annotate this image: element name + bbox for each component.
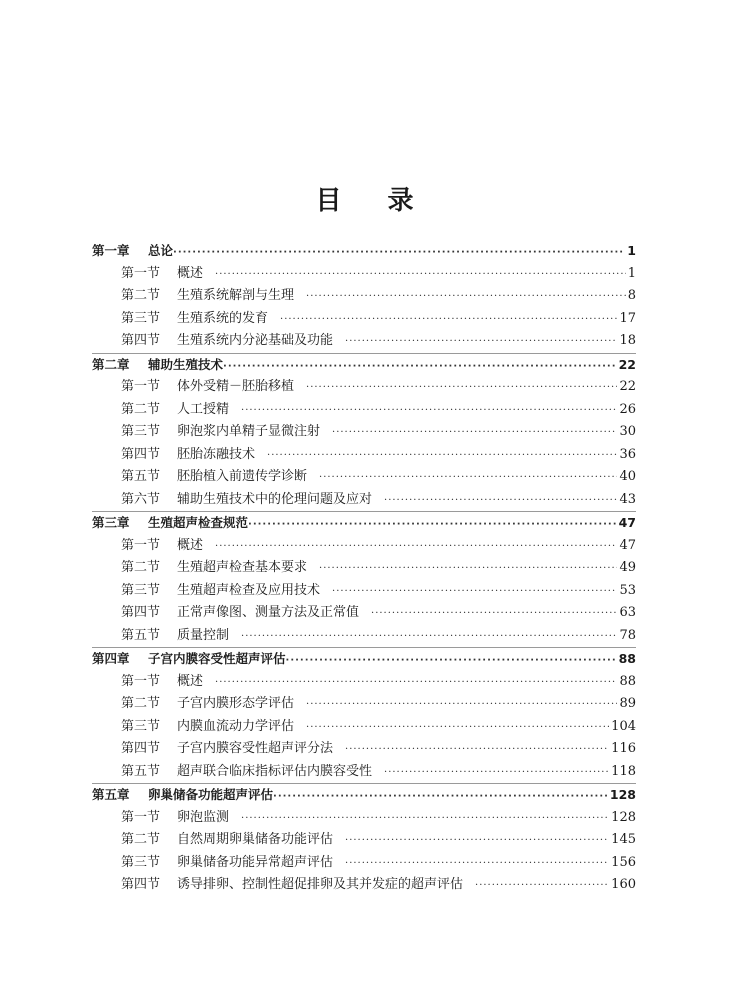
section-page: 128	[611, 809, 636, 825]
dot-leader	[306, 286, 626, 309]
chapter-row[interactable]	[92, 784, 636, 807]
section-row[interactable]	[92, 693, 636, 716]
section-title: 生殖系统解剖与生理	[177, 288, 295, 303]
dot-leader	[371, 603, 617, 626]
section-number: 第二节	[121, 560, 161, 575]
section-number: 第五节	[121, 627, 161, 643]
dot-leader	[286, 650, 617, 673]
section-number: 第三节	[121, 582, 161, 598]
section-row[interactable]	[92, 761, 636, 784]
page-title	[0, 180, 729, 217]
section-row[interactable]	[92, 535, 636, 558]
section-page: 53	[619, 582, 636, 598]
section-number: 第五节	[121, 763, 161, 779]
dot-leader	[267, 445, 617, 468]
dot-leader	[280, 309, 617, 332]
section-title: 正常声像图、测量方法及正常值	[177, 605, 360, 620]
dot-leader	[173, 242, 625, 265]
dot-leader	[248, 514, 617, 537]
section-page: 36	[619, 446, 636, 462]
title-char: 目	[315, 186, 342, 216]
section-row[interactable]	[92, 852, 636, 875]
dot-leader	[306, 694, 617, 717]
dot-leader	[241, 400, 617, 423]
chapter-block	[92, 353, 636, 512]
section-row[interactable]	[92, 716, 636, 739]
section-title: 诱导排卵、控制性超促排卵及其并发症的超声评估	[177, 877, 464, 892]
section-number: 第四节	[121, 605, 161, 620]
section-row[interactable]	[92, 580, 636, 603]
section-row[interactable]	[92, 376, 636, 399]
section-row[interactable]	[92, 807, 636, 830]
chapter-row[interactable]	[92, 354, 636, 377]
dot-leader	[345, 739, 609, 762]
section-page: 145	[611, 832, 636, 847]
section-number: 第四节	[121, 333, 161, 348]
section-title: 概述	[177, 673, 204, 689]
section-number: 第二节	[121, 401, 161, 417]
section-title: 辅助生殖技术中的伦理问题及应对	[177, 491, 373, 507]
section-page: 1	[627, 265, 636, 281]
dot-leader	[332, 581, 617, 604]
section-page: 89	[619, 696, 636, 711]
section-number: 第五节	[121, 469, 161, 484]
chapter-block	[92, 240, 636, 353]
dot-leader	[384, 490, 617, 513]
chapter-row[interactable]	[92, 648, 636, 671]
section-page: 78	[619, 627, 636, 643]
section-number: 第三节	[121, 854, 161, 870]
section-row[interactable]	[92, 308, 636, 331]
chapter-title: 子宫内膜容受性超声评估	[148, 651, 286, 666]
section-page: 8	[627, 288, 636, 303]
section-page: 88	[619, 673, 636, 689]
section-number: 第一节	[121, 379, 161, 394]
section-number: 第二节	[121, 696, 161, 711]
section-page: 47	[619, 537, 636, 553]
dot-leader	[215, 672, 617, 695]
section-page: 63	[619, 605, 636, 620]
chapter-block	[92, 647, 636, 783]
chapter-number: 第三章	[92, 515, 130, 530]
section-page: 30	[619, 424, 636, 439]
section-row[interactable]	[92, 671, 636, 694]
dot-leader	[273, 786, 608, 809]
section-page: 18	[619, 333, 636, 348]
section-title: 自然周期卵巢储备功能评估	[177, 832, 334, 847]
dot-leader	[223, 356, 617, 379]
section-title: 质量控制	[177, 627, 230, 643]
table-of-contents	[92, 240, 636, 897]
section-number: 第三节	[121, 424, 161, 439]
section-title: 概述	[177, 537, 204, 553]
dot-leader	[345, 830, 609, 853]
section-number: 第三节	[121, 310, 161, 326]
chapter-number: 第五章	[92, 787, 130, 802]
section-title: 生殖系统的发育	[177, 310, 269, 326]
section-row[interactable]	[92, 444, 636, 467]
chapter-title: 总论	[148, 243, 174, 258]
section-page: 160	[611, 877, 636, 892]
chapter-title: 生殖超声检查规范	[148, 515, 249, 530]
chapter-number: 第四章	[92, 651, 130, 666]
chapter-title: 辅助生殖技术	[148, 356, 224, 372]
chapter-page: 22	[618, 356, 636, 372]
dot-leader	[319, 467, 617, 490]
section-number: 第一节	[121, 265, 161, 281]
section-title: 体外受精－胚胎移植	[177, 379, 295, 394]
dot-leader	[306, 377, 617, 400]
chapter-page: 1	[627, 243, 636, 258]
section-title: 生殖超声检查基本要求	[177, 560, 308, 575]
section-title: 卵泡浆内单精子显微注射	[177, 424, 321, 439]
section-number: 第四节	[121, 877, 161, 892]
section-number: 第三节	[121, 718, 161, 734]
chapter-row[interactable]	[92, 512, 636, 535]
section-row[interactable]	[92, 330, 636, 353]
dot-leader	[475, 875, 609, 898]
chapter-block	[92, 511, 636, 647]
section-title: 卵巢储备功能异常超声评估	[177, 854, 334, 870]
section-page: 22	[619, 379, 636, 394]
section-number: 第四节	[121, 446, 161, 462]
section-title: 子宫内膜容受性超声评分法	[177, 741, 334, 756]
section-number: 第四节	[121, 741, 161, 756]
section-number: 第一节	[121, 537, 161, 553]
section-number: 第六节	[121, 491, 161, 507]
chapter-page: 88	[618, 651, 636, 666]
section-title: 胚胎冻融技术	[177, 446, 256, 462]
section-page: 43	[619, 491, 636, 507]
section-row[interactable]	[92, 489, 636, 512]
section-page: 40	[619, 469, 636, 484]
chapter-page: 47	[618, 515, 636, 530]
section-title: 卵泡监测	[177, 809, 230, 825]
section-row[interactable]	[92, 874, 636, 897]
dot-leader	[306, 717, 609, 740]
section-title: 超声联合临床指标评估内膜容受性	[177, 763, 373, 779]
section-page: 17	[619, 310, 636, 326]
chapter-block	[92, 783, 636, 897]
section-row[interactable]	[92, 557, 636, 580]
section-title: 人工授精	[177, 401, 230, 417]
section-page: 104	[611, 718, 636, 734]
chapter-title: 卵巢储备功能超声评估	[148, 787, 274, 802]
title-char: 录	[387, 186, 414, 216]
section-title: 概述	[177, 265, 204, 281]
section-row[interactable]	[92, 829, 636, 852]
section-number: 第二节	[121, 832, 161, 847]
chapter-page: 128	[609, 787, 636, 802]
section-number: 第一节	[121, 673, 161, 689]
section-page: 116	[611, 741, 636, 756]
dot-leader	[241, 626, 617, 649]
section-number: 第一节	[121, 809, 161, 825]
section-row[interactable]	[92, 738, 636, 761]
dot-leader	[319, 558, 617, 581]
section-title: 子宫内膜形态学评估	[177, 696, 295, 711]
dot-leader	[332, 422, 617, 445]
section-row[interactable]	[92, 263, 636, 286]
section-number: 第二节	[121, 288, 161, 303]
section-page: 49	[619, 560, 636, 575]
section-row[interactable]	[92, 625, 636, 648]
chapter-number: 第一章	[92, 243, 130, 258]
dot-leader	[215, 536, 617, 559]
dot-leader	[384, 762, 609, 785]
section-title: 生殖超声检查及应用技术	[177, 582, 321, 598]
section-page: 26	[619, 401, 636, 417]
chapter-number: 第二章	[92, 356, 130, 372]
section-row[interactable]	[92, 602, 636, 625]
section-title: 胚胎植入前遗传学诊断	[177, 469, 308, 484]
dot-leader	[345, 331, 617, 354]
dot-leader	[215, 264, 626, 287]
section-row[interactable]	[92, 466, 636, 489]
chapter-row[interactable]	[92, 240, 636, 263]
section-title: 内膜血流动力学评估	[177, 718, 295, 734]
section-row[interactable]	[92, 285, 636, 308]
section-page: 156	[611, 854, 636, 870]
dot-leader	[345, 853, 609, 876]
section-page: 118	[611, 763, 636, 779]
section-row[interactable]	[92, 421, 636, 444]
section-title: 生殖系统内分泌基础及功能	[177, 333, 334, 348]
dot-leader	[241, 808, 609, 831]
section-row[interactable]	[92, 399, 636, 422]
